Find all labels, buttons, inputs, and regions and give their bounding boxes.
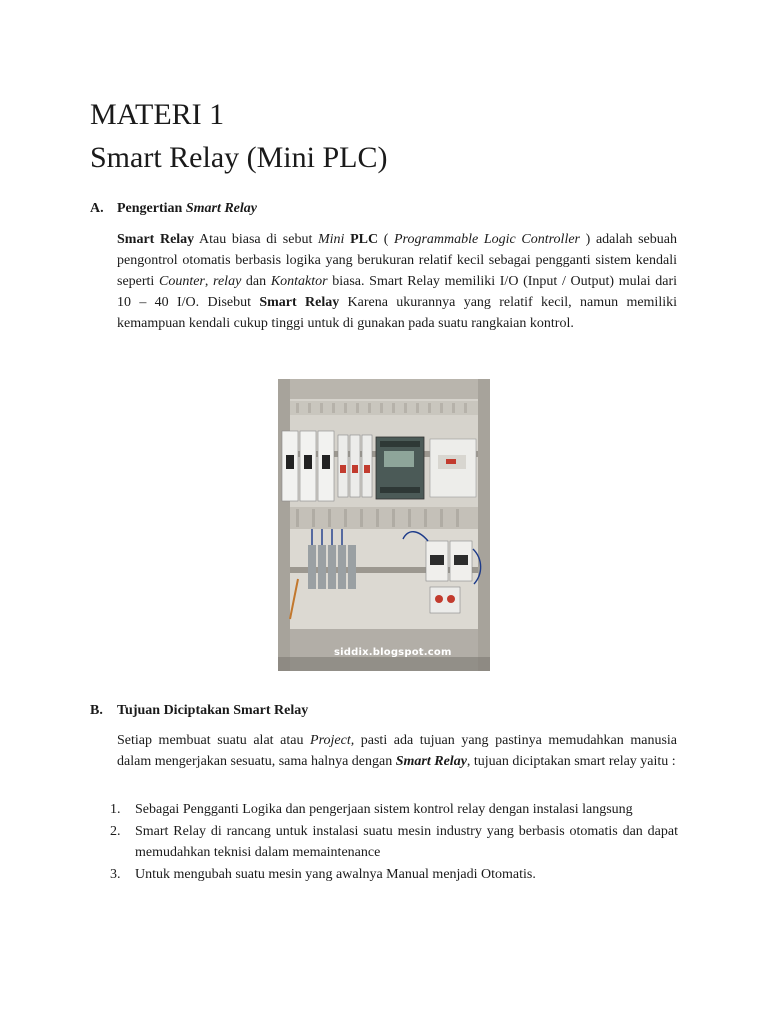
section-b-letter: B. — [90, 703, 103, 718]
section-b-paragraph — [117, 730, 677, 772]
text-run: , — [204, 274, 214, 289]
section-b-heading-text: Tujuan Diciptakan Smart Relay — [117, 703, 309, 718]
text-run: Karena ukurannya yang relatif kecil, namun memiliki kemampuan kendali cukup tinggi untuk di gunakan pada suatu rangkaian kontrol. — [117, 295, 677, 331]
term-smart-relay-2: Smart Relay — [259, 295, 340, 310]
list-item — [108, 799, 678, 820]
text-run: pasti ada tujuan yang pastinya memudahkan manusia dalam mengerjakan sesuatu, sama halnya dengan — [117, 733, 677, 769]
list-number: 3. — [110, 867, 121, 882]
section-a-letter: A. — [90, 201, 104, 216]
term-counter: Counter — [158, 274, 205, 289]
section-a-heading — [90, 201, 257, 217]
control-panel-photo — [278, 379, 490, 671]
text-run: , tujuan diciptakan smart relay yaitu : — [466, 754, 676, 769]
section-a-paragraph — [117, 229, 677, 334]
photo-watermark: siddix.blogspot.com — [334, 647, 452, 658]
term-plc: PLC — [350, 232, 379, 247]
term-mini: Mini — [317, 232, 351, 247]
section-a-heading-italic: Smart Relay — [185, 201, 257, 216]
list-item-text: Smart Relay di rancang untuk instalasi suatu mesin industry yang berbasis otomatis dan dapat memudahkan teknisi dalam memaintenance — [135, 824, 678, 860]
text-run: ( — [378, 232, 394, 247]
section-b-heading — [90, 703, 308, 719]
list-item — [108, 821, 678, 863]
list-number: 1. — [110, 802, 121, 817]
text-run: dan — [241, 274, 271, 289]
list-item — [108, 864, 678, 885]
control-panel-illustration — [278, 379, 490, 671]
term-smart-relay-3: Smart Relay — [395, 754, 467, 769]
document-title: MATERI 1 — [90, 98, 225, 131]
text-run: Setiap membuat suatu alat atau — [117, 733, 311, 748]
text-run: Atau biasa di sebut — [194, 232, 318, 247]
term-smart-relay: Smart Relay — [117, 232, 195, 247]
document-subtitle: Smart Relay (Mini PLC) — [90, 141, 388, 174]
list-number: 2. — [110, 824, 121, 839]
term-project: Project, — [310, 733, 355, 748]
list-item-text: Sebagai Pengganti Logika dan pengerjaan sistem kontrol relay dengan instalasi langsung — [135, 802, 633, 817]
term-kontaktor: Kontaktor — [270, 274, 328, 289]
text-run: biasa. Smart Relay memiliki I/O (Input / Output) mulai dari 10 – 40 I/O. Disebut — [117, 274, 678, 310]
term-relay: relay — [213, 274, 242, 289]
section-a-heading-text: Pengertian — [117, 201, 186, 216]
purpose-list — [108, 799, 678, 886]
text-run: ) adalah sebuah pengontrol otomatis berbasis logika yang berukuran relatif kecil sebagai pengganti sistem kendali seperti — [117, 232, 677, 289]
term-programmable-logic-controller: Programmable Logic Controller — [394, 232, 581, 247]
list-item-text: Untuk mengubah suatu mesin yang awalnya Manual menjadi Otomatis. — [135, 867, 536, 882]
